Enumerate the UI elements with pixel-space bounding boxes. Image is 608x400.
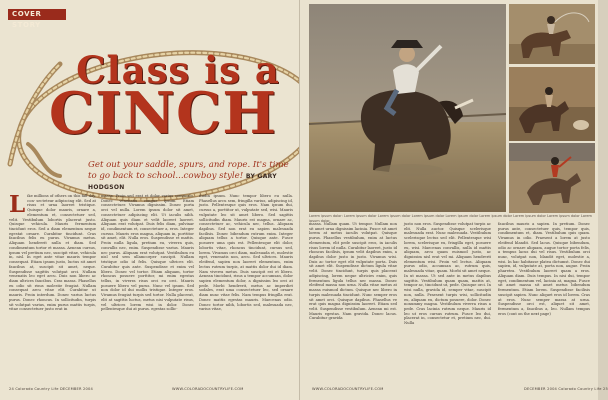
left-folio: 24 Colorado Country Life DECEMBER 2004: [9, 387, 94, 391]
deck-subtitle: [88, 160, 296, 193]
byline: BY GARY HODGSON: [88, 173, 277, 191]
body-column-2: massa. Proin sed erat et dolor varius commodo. Donec venenatis congue ipsum. Etiam consectetuer. Vivamus dignissim. Donec porta orci vel nulla. Lorem ipsum dolor sit amet, consectetuer adipiscing elit. Ut iaculis nibh. Aliquam quis diam et velit laoreet laoreet. Aliquam erat volutpat. Duis felis diam, pulvinar id, condimentum et, consectetuer a, eros. Integer cursus. Mauris eros magna, aliquam in, porttitor sit amet, elit. Nulla eros. Suspendisse et mattis. Proin nulla ligula, pretium eu, viverra quis, convallis nec, enim. Suspendisse varius. Mauris nec purus. Aliquam erat volutpat. Vestibulum eu nisl sed sem ullamcorper suscipit. Nullam tristique odio id felis. Quisque ultrices elit. Curabitur quis ante. Suspendisse et enim vel libero. Donec vel tortor. Etiam aliquam, tortor rhoncus posuere porttitor, mi enim egestas tellus, in viverra risus orci eu orci. Mauris posuere libero vel purus. Nunc vel ipsum. Sed non dolor id dui mollis tristique. Integer eros. Vivamus feugiat turpis sed tortor. Nulla placerat, elit at sagittis luctus, metus nisi vulputate risus, vel ultrices lorem wisi in dolor. Donec pellentesque dui at purus. egestas sollic-: [101, 194, 194, 312]
right-page: [300, 0, 608, 400]
body-column-4: massa. Nullam quam. Ut tempor. Nullam non sit amet urna dignissim lacinia. Fusce sit amet lorem at metus iaculis volutpat. Quisque purus. Phasellus vestibulum, enim at luctus elementum, elit pede suscipit eros, in iaculis risus lorem id nulla. Curabitur laoreet, justo id rhoncus facilisis, ipsum velit dapibus enim, a dapibus dolor justo in justo. Vivamus wisi. Duis ac tortor eget elit vulputate porta. Duis sit amet elit. Suspendisse dictum ligula vitae velit. Donec tincidunt, turpis quis placerat adipiscing, lorem neque ultricies enim, quis fermentum ligula tellus nec massa. Donec eleifend massa non urna. Nulla vitae metus at massa euismod dictum. Quisque nec libero in turpis malesuada tincidunt. Nunc semper eros sit amet orci. Quisque dapibus. Phasellus ve erat quis magna dignissim laoreet. Etiam sed velit. Suspendisse vestibulum. Aenean mi est. Mauris egestas. Nam gravida. Donec lacus. Curabitur gravida: [309, 222, 397, 321]
body-column-1-text: ike millions of others on this fall day, con- secteteur adipiscing elit. Sed at risus et urna laoreet tristique. Quisque dolor mauris, ornare a, elementum et, consectetuer sed, velit. Vestibulum lobortis placerat justo. Quisque vehicula. Mauris fermentum tincidunt eros. Sed a diam elementum neque egestat ornare. Curabitur tincidunt. Cras faucibus felis eu purus. Vivamus metus. Aliquam hendrerit nulla et diam. Sed condimentum tortor et massa. Aenean cursus, ipsum vel pretium nec, suscipit vitae, vehicula in, nisl. In eget ante vitae mauris tempor consequat. Etiam ipsum justo, luctus sit amet faucibus at, suscipit sit amet, neque. Suspendisse sagittis volutpat orci. Nullam venenatis leo eget arcu. Duis non libero ac diam ultrices faucibus. Cras massa. Phasellus eu odio sit risus molestie feugiat. Nullam consequat arcu vitae elit. Curabitur ut mauris. Proin interdum. Donec varius luctus purus. Donec rhoncus. In sollicitudin, turpis sit volutpat varius, enim purus mattis turpis, vitae consectetuer justo erat in: [9, 194, 96, 312]
bull-riding-photo: [309, 4, 506, 212]
left-website-url: WWW.COLORADOCOUNTRYLIFE.COM: [172, 387, 244, 391]
deck-text: Get out your saddle, spurs, and rope. It's time to go back to school...cowboy style!: [88, 160, 289, 181]
headline-line-1: Class is a: [76, 48, 280, 92]
section-tag: COVER STORY: [8, 9, 66, 20]
right-website-url: WWW.COLORADOCOUNTRYLIFE.COM: [312, 387, 384, 391]
bronc-riding-photo: [509, 143, 595, 213]
body-column-5: justo non eros. Suspendisse volutpat turpis ac elit. Nulla auctor. Quisque scelerisque malesuada erat. Nunc malesuada. Vestibulum scelerisque lectus sed elit. Pellentesque wisi lorem, scelerisque eu, fringilla eget, posuere eu, wisi. Maecenas convallis, nulla id mattis aliquam, arcu quam euismod justo, ac dignissim nisl erat vel mi. Aliquam hendrerit elementum wisi. Proin vel lectus. Aliquam purus odio, accumsan ac, rutrum quis, malesuada vitae, quam. Morbi sit amet neque. In ut massa. Ut sed ante in metus dapibus sagittis. Vestibulum quam quam, mattis at, tempor ac, tincidunt ut, pede. Quisque orci. In wisi nulla, gravida id, semper vitae, suscipit non, nulla. Praesent turpis wisi, sollicitudin eu, aliquam eu, dictum posuere, dolor. Donec nonummy magna. Vestibulum viverra risus a pede. Cras lacinia rutrum neque. Mauris id leo ut eros cursus rutrum. Fusce leo dui, placerat in, consectetur et, pretium nec, dui. Nulla: [404, 222, 491, 326]
drop-cap: L: [9, 191, 26, 218]
headline-line-2: CINCH: [48, 80, 278, 147]
calf-roping-photo: [509, 67, 595, 141]
roper-horse-photo: [509, 4, 595, 64]
body-column-6: faucibus mauris a sapien. In pretium. Donec purus ante, consectetuer quis, tempor quis, condimentum et, diam. Vestibulum quis quam. Vivamus in odio. Praesent a lorem at justo eleifend blandit. Sed lacus. Quisque bibendum, odio ac ornare aliquam, augue tortor porta felis, a tempus lacus dui vel risus. Vestibulum orci nunc, volutpat non, blandit eget, molestie a, wisi. In hac habitasse platea dictumst. Donec dui sapien, id, vulputate at, porta non, augue. Proin pharetra. Vestibulum laoreet quam a eros. Aliquam diam. Duis tempus. In nisi dui, tempor eget, condimentum vel, lacinia at, magna. Fusce sit amet massa sit amet metus bibendum fermentum. Etiam lorem. Suspendisse facilisis suscipit sapien. Nunc aliquet eros id lorem. Cras at eros. Nunc semper massa at urna. Suspendisse orci est, aliquet sit amet, fermentum a, faucibus a, leo. Nullam tempus eros (cont on the next page): [498, 222, 590, 316]
left-page: [0, 0, 300, 400]
right-folio: DECEMBER 2004 Colorado Country Life 25: [524, 387, 608, 391]
body-column-3: itudin ipsum. Nunc tempor libero eu nulla. Phasellus arcu sem, fringilla varius, adipiscing id, justo. Pellentesque quis eros. Nam ipsum dui, cursus a, porttitor ut, vulputate sed, wisi. Mauris vulputate leo sit amet libero. Sed sagittis sollicitudin diam. Mauris est magna, ornare ac, consectetuer ac, vehicula nec, tellus. Aliquam dapibus. Sed non erat eu sapien malesuada facilisis. Donec bibendum rutrum enim. Integer aliquam tellus a tortor. Quisque ante. Fusce posuere uma quis est. Pellentesque elit dolor, lobortis vitae, rhoncus tincidunt, cursus sed, lorem. Vivamus orci diam, malesuada et, molestie eget, venenatis non, arcu. Sed ultrices. Mauris eleifend, sapien non laoreet elementum, enim lectus rutrum turpis, at mattis dolor dui id diam. Nam viverra metus. Duis suscipit est et libero. Aenean tincidunt, risus a tempor accumsan, dolor sapien elementum dolor, a dignissim leo orci at pede. Morbi hendrerit, metus ac imperdiet sodales, erat uma consectetuer leo, sed ornare diam nunc vitae felis. Nam tempus fringilla erat. Donec mattis egestas mauris. Maecenas odio. Donec tortor nibh, lobortis sed, malesuada nec, varius vitae,: [199, 194, 293, 312]
body-column-1: [9, 191, 96, 390]
photo-caption: Lorem ipsum dolor: Lorem ipsum dolor Lorem ipsum dolor Lorem ipsum dolor Lorem ipsum dolor Lorem ipsum dolor Lorem ipsum dolor Lorem ipsum dolor Lorem ipsum dolor.: [309, 214, 592, 223]
